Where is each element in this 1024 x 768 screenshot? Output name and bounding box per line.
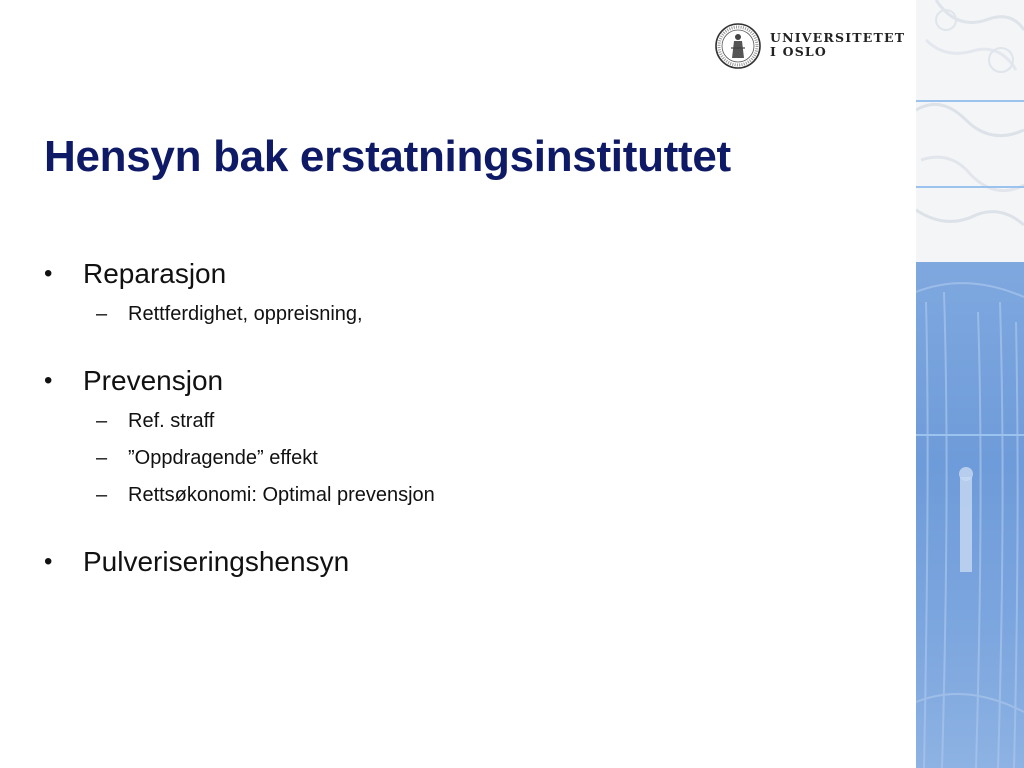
panel-divider-line (916, 434, 1024, 436)
decorative-side-panel (916, 0, 1024, 768)
panel-divider-line (916, 100, 1024, 102)
bullet-group (44, 359, 884, 514)
bullet-item (44, 252, 884, 296)
dash-icon: – (96, 410, 108, 432)
dash-icon: – (96, 484, 108, 506)
bullet-text: Reparasjon (83, 258, 227, 289)
bullet-group (44, 252, 884, 333)
sub-bullet-text: Rettsøkonomi: Optimal prevensjon (128, 484, 435, 506)
sub-bullet-item (44, 403, 884, 440)
bullet-group (44, 540, 884, 584)
sub-bullet-text: Rettferdighet, oppreisning, (128, 303, 363, 325)
sub-bullet-text: Ref. straff (128, 410, 215, 432)
university-seal-icon (714, 22, 762, 70)
statue-image-top (916, 0, 1024, 262)
university-logo (714, 22, 904, 70)
dash-icon: – (96, 447, 108, 469)
bullet-item (44, 540, 884, 584)
bullet-dot-icon: • (44, 367, 53, 394)
slide-title: Hensyn bak erstatningsinstituttet (44, 132, 731, 181)
statue-columns-icon (916, 262, 1024, 768)
bullet-dot-icon: • (44, 260, 53, 287)
sub-bullet-item (44, 440, 884, 477)
bullet-dot-icon: • (44, 548, 53, 575)
sub-bullet-text: ”Oppdragende” effekt (128, 447, 318, 469)
statue-image-bottom (916, 262, 1024, 768)
bullet-list (44, 252, 884, 610)
bullet-text: Pulveriseringshensyn (83, 546, 350, 577)
sub-bullet-item (44, 477, 884, 514)
logo-line1: UNIVERSITETET (770, 30, 906, 45)
bullet-text: Prevensjon (83, 365, 224, 396)
sub-bullet-item (44, 296, 884, 333)
dash-icon: – (96, 303, 108, 325)
panel-divider-line (916, 186, 1024, 188)
logo-line2: I OSLO (770, 44, 827, 59)
bullet-item (44, 359, 884, 403)
statue-sketch-icon (916, 0, 1024, 262)
